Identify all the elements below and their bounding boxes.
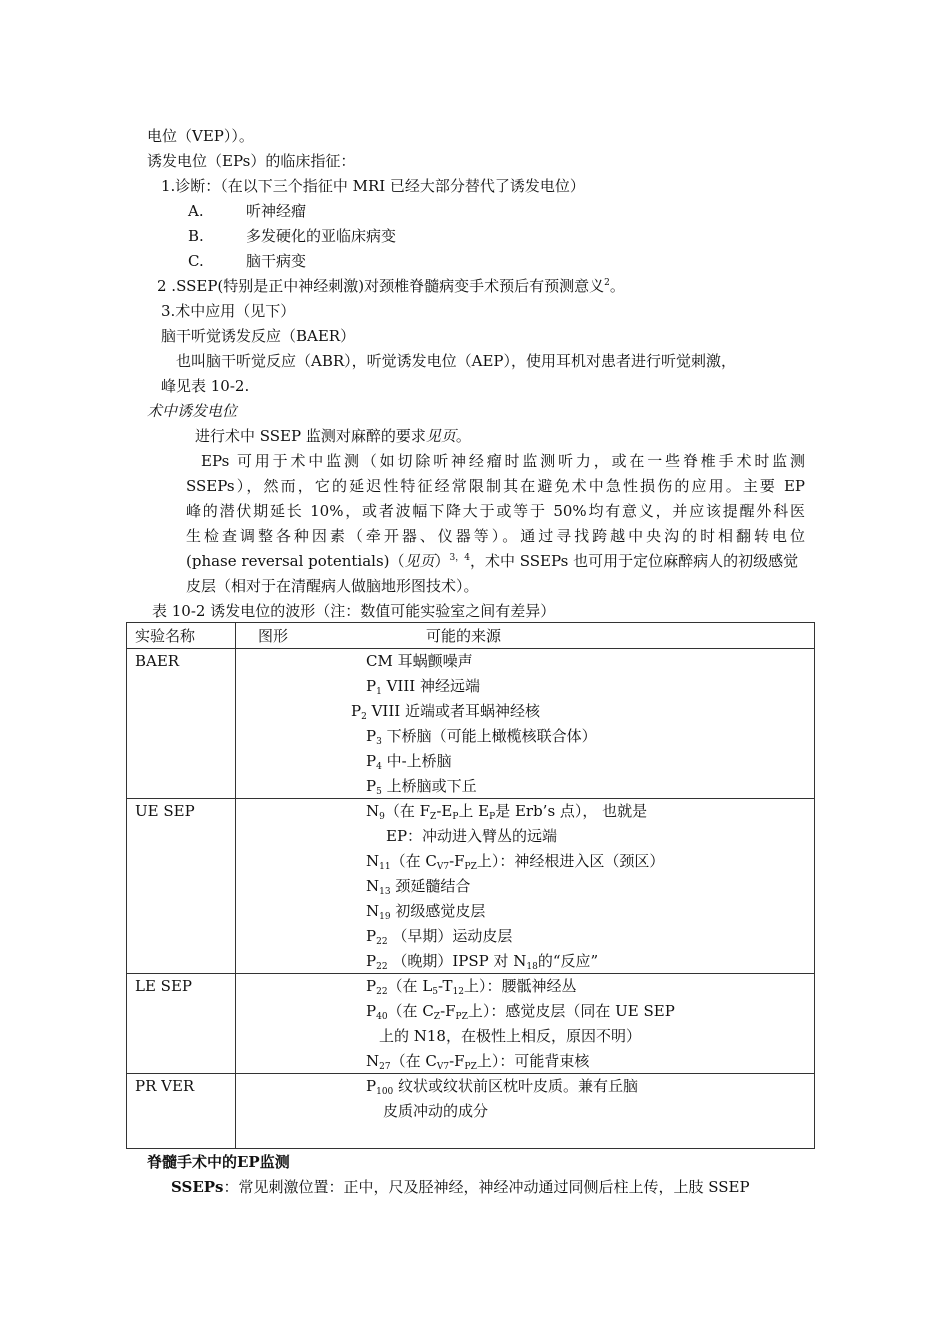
text-line: 1.诊断：（在以下三个指征中 MRI 已经大部分替代了诱发电位） xyxy=(161,177,585,195)
table-cell: $N_{13}$ 颈延髓结合 xyxy=(366,877,471,897)
text-line: SSEPs：常见刺激位置：正中，尺及胫神经，神经冲动通过同侧后柱上传，上肢 SSEP xyxy=(171,1178,750,1196)
table-cell: EP：冲动进入臂丛的远端 xyxy=(386,827,558,845)
list-letter: B. xyxy=(188,227,204,245)
list-item: 听神经瘤 xyxy=(246,202,307,220)
text-line: 3.术中应用（见下） xyxy=(161,302,296,320)
paragraph-line: EPs 可用于术中监测（如切除听神经瘤时监测听力，或在一些脊椎手术时监测 xyxy=(201,452,805,470)
paragraph-line: (phase reversal potentials)（见页）$^{3,4}$，术中 SSEPs 也可用于定位麻醉病人的初级感觉 xyxy=(186,552,799,570)
paragraph-line: 皮层（相对于在清醒病人做脑地形图技术）。 xyxy=(186,577,479,595)
table-cell-name: BAER xyxy=(135,652,180,670)
list-letter: A. xyxy=(188,202,204,220)
table-cell: $P_{100}$ 纹状或纹状前区枕叶皮质。兼有丘脑 xyxy=(366,1077,639,1097)
table-header: 图形 xyxy=(258,627,289,645)
paragraph-line: 生检查调整各种因素（牵开器、仪器等）。通过寻找跨越中央沟的时相翻转电位 xyxy=(186,527,805,545)
text-line: 也叫脑干听觉反应（ABR），听觉诱发电位（AEP），使用耳机对患者进行听觉刺激， xyxy=(176,352,737,370)
table-cell: 上的 N18，在极性上相反，原因不明） xyxy=(379,1027,641,1045)
table-cell: $P_{40}$（在 $C_Z-F_{PZ}$上）：感觉皮层（同在 UE SEP xyxy=(366,1002,675,1022)
table-cell: $P_5$ 上桥脑或下丘 xyxy=(366,777,477,797)
table-cell: $P_3$ 下桥脑（可能上橄榄核联合体） xyxy=(366,727,597,747)
table-header: 可能的来源 xyxy=(426,627,502,645)
table-cell-name: PR VER xyxy=(135,1077,195,1095)
section-title: 术中诱发电位 xyxy=(147,402,238,420)
table-cell: $P_1$ VIII 神经远端 xyxy=(366,677,480,697)
table-cell: $P_{22}$ （晚期）IPSP 对 $N_{18}$的“反应” xyxy=(366,952,599,972)
text-line: 电位（VEP））。 xyxy=(147,127,254,145)
list-item: 脑干病变 xyxy=(246,252,307,270)
section-title: 脑干听觉诱发反应（BAER） xyxy=(161,327,356,345)
table-cell: $N_9$（在 $F_Z-E_P$上 $E_P$是 Erb’s 点）， 也就是 xyxy=(366,802,648,822)
table-caption: 表 10-2 诱发电位的波形（注：数值可能实验室之间有差异） xyxy=(152,602,556,620)
table-cell: $N_{27}$（在 $C_{V7}-F_{PZ}$上）：可能背束核 xyxy=(366,1052,590,1072)
table-cell: $N_{19}$ 初级感觉皮层 xyxy=(366,902,486,922)
text-line: 峰见表 10-2. xyxy=(161,377,250,395)
text-line: 进行术中 SSEP 监测对麻醉的要求见页。 xyxy=(195,427,471,445)
table-cell: $P_4$ 中-上桥脑 xyxy=(366,752,452,772)
table-cell: $N_{11}$（在 $C_{V7}-F_{PZ}$上）：神经根进入区（颈区） xyxy=(366,852,665,872)
paragraph-line: 峰的潜伏期延长 10%，或者波幅下降大于或等于 50%均有意义，并应该提醒外科医 xyxy=(186,502,805,520)
text-line: 诱发电位（EPs）的临床指征： xyxy=(147,152,356,170)
section-heading: 脊髓手术中的EP监测 xyxy=(147,1153,290,1171)
table-cell: 皮质冲动的成分 xyxy=(383,1102,489,1120)
table-cell: $P_2$ VIII 近端或者耳蜗神经核 xyxy=(351,702,540,722)
list-item: 多发硬化的亚临床病变 xyxy=(246,227,397,245)
table-cell: CM 耳蜗颤噪声 xyxy=(366,652,473,670)
table-cell-name: UE SEP xyxy=(135,802,195,820)
table-cell: $P_{22}$ （早期）运动皮层 xyxy=(366,927,513,947)
table-cell-name: LE SEP xyxy=(135,977,192,995)
list-letter: C. xyxy=(188,252,204,270)
table-header: 实验名称 xyxy=(135,627,196,645)
text-line: 2 .SSEP(特别是正中神经刺激)对颈椎脊髓病变手术预后有预测意义$^2$。 xyxy=(157,277,625,295)
table-cell: $P_{22}$（在 $L_5-T_{12}$上）：腰骶神经丛 xyxy=(366,977,577,997)
paragraph-line: SSEPs），然而，它的延迟性特征经常限制其在避免术中急性损伤的应用。主要 EP xyxy=(186,477,805,495)
